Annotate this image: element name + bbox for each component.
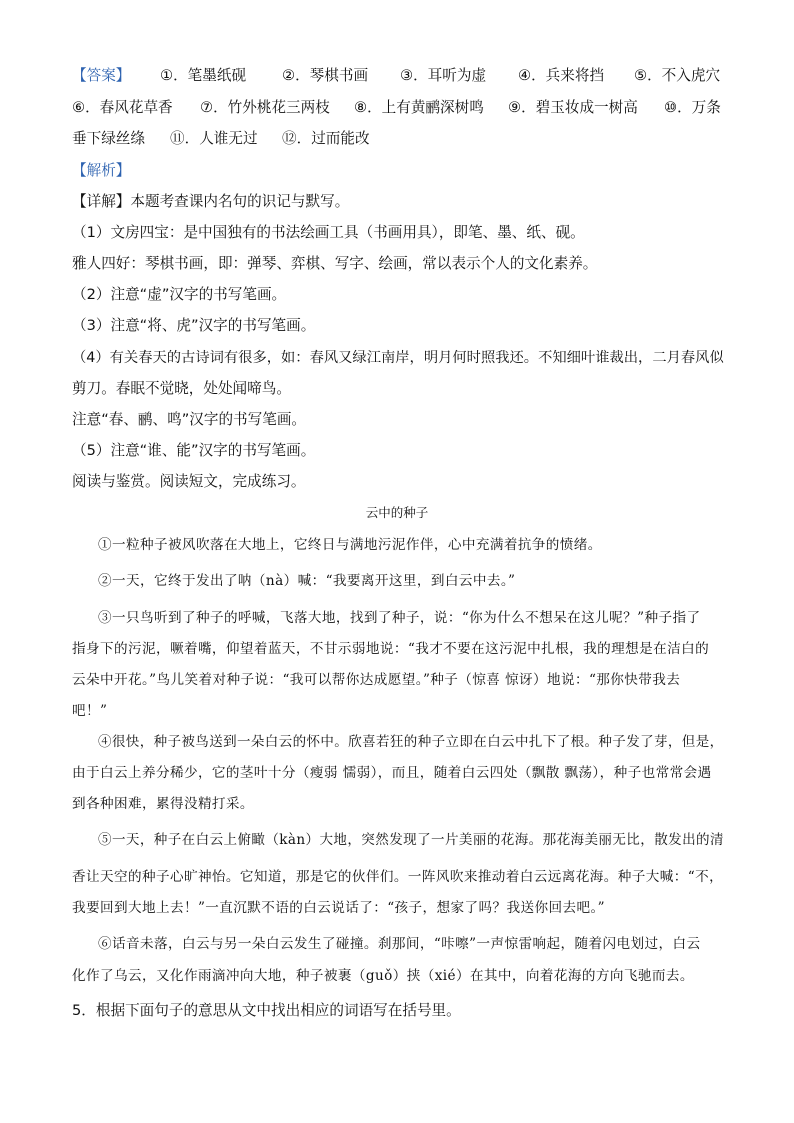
- story-line: 我要回到大地上去！”一直沉默不语的白云说话了：“孩子，想家了吗？我送你回去吧。”: [72, 900, 606, 916]
- question-5: 5．根据下面句子的意思从文中找出相应的词语写在括号里。: [72, 1002, 461, 1019]
- story-line: ⑤一天，种子在白云上俯瞰（kàn）大地，突然发现了一片美丽的花海。那花海美丽无比，散发出的清: [98, 832, 724, 848]
- story-line: 指身下的污泥，噘着嘴，仰望着蓝天，不甘示弱地说：“我才不要在这污泥中扎根，我的理想是在洁白的: [72, 641, 710, 657]
- story-line: ②一天，它终于发出了呐（nà）喊：“我要离开这里，到白云中去。”: [98, 573, 516, 589]
- detail-line: 阅读与鉴赏。阅读短文，完成练习。: [72, 473, 306, 490]
- story-line: 香让天空的种子心旷神怡。它知道，那是它的伙伴们。一阵风吹来推动着白云远离花海。种子大喊：“不，: [72, 869, 724, 885]
- answer-item: ④．兵来将挡: [518, 67, 605, 84]
- answer-item: ⑩．万条: [664, 99, 721, 116]
- story-line: ④很快，种子被鸟送到一朵白云的怀中。欣喜若狂的种子立即在白云中扎下了根。种子发了芽，但是，: [98, 734, 724, 750]
- answer-item: ⑨．碧玉妆成一树高: [508, 99, 638, 116]
- answer-item: ⑪．人谁无过: [170, 130, 258, 147]
- detail-line: 雅人四好：琴棋书画，即：弹琴、弈棋、写字、绘画，常以表示个人的文化素养。: [72, 255, 598, 272]
- answer-item: ③．耳听为虚: [400, 67, 487, 84]
- story-line: ⑥话音未落，白云与另一朵白云发生了碰撞。刹那间，“咔嚓”一声惊雷响起，随着闪电划过，白云: [98, 936, 701, 952]
- answer-item: ⑦．竹外桃花三两枝: [200, 99, 330, 116]
- detail-line: 【详解】本题考查课内名句的识记与默写。: [72, 193, 350, 210]
- detail-line: （2）注意“虚”汉字的书写笔画。: [72, 286, 287, 303]
- answer-item: 垂下绿丝绦: [72, 130, 145, 147]
- story-line: ①一粒种子被风吹落在大地上，它终日与满地污泥作伴，心中充满着抗争的愤绪。: [98, 537, 602, 553]
- detail-line: （5）注意“谁、能”汉字的书写笔画。: [72, 442, 316, 459]
- story-line: 到各种困难，累得没精打采。: [72, 796, 254, 812]
- detail-line: 剪刀。春眠不觉晓，处处闻啼鸟。: [72, 380, 291, 397]
- answer-label: 【答案】: [72, 67, 131, 84]
- detail-line: （4）有关春天的古诗词有很多，如：春风又绿江南岸，明月何时照我还。不知细叶谁裁出，二月春风似: [72, 350, 724, 366]
- answer-item: ⑤．不入虎穴: [634, 67, 721, 84]
- answer-item: ②．琴棋书画: [282, 67, 369, 84]
- answer-item: ①．笔墨纸砚: [160, 67, 247, 84]
- detail-line: （3）注意“将、虎”汉字的书写笔画。: [72, 317, 316, 334]
- story-line: 化作了乌云，又化作雨滴冲向大地，种子被裹（guǒ）挟（xié）在其中，向着花海的方向飞驰而去。: [72, 968, 694, 984]
- analysis-label: 【解析】: [72, 162, 131, 179]
- story-line: 云朵中开花。”鸟儿笑着对种子说：“我可以帮你达成愿望。”种子（惊喜 惊讶）地说：“那你快带我去: [72, 672, 681, 688]
- story-title: 云中的种子: [365, 505, 429, 520]
- detail-line: （1）文房四宝：是中国独有的书法绘画工具（书画用具），即笔、墨、纸、砚。: [72, 224, 585, 241]
- detail-line: 注意“春、鹂、鸣”汉字的书写笔画。: [72, 411, 307, 428]
- answer-item: ⑥．春风花草香: [72, 99, 173, 116]
- story-line: 由于白云上养分稀少，它的茎叶十分（瘦弱 懦弱），而且，随着白云四处（飘散 飘荡），种子也常常会遇: [72, 765, 712, 781]
- answer-item: ⑫．过而能改: [282, 130, 370, 147]
- story-line: 吧！”: [72, 703, 108, 719]
- story-line: ③一只鸟听到了种子的呼喊，飞落大地，找到了种子，说：“你为什么不想呆在这儿呢？”种子指了: [98, 610, 701, 626]
- answer-item: ⑧．上有黄鹂深树鸣: [354, 99, 484, 116]
